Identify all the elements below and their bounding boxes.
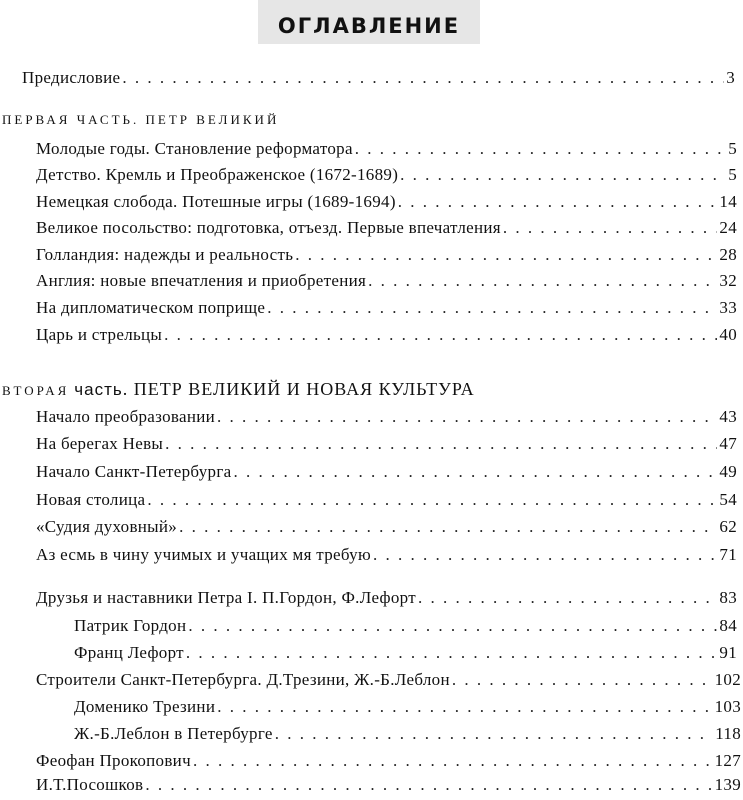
toc-entry[interactable] bbox=[36, 517, 737, 541]
toc-entry-title: Патрик Гордон bbox=[74, 616, 187, 635]
toc-entry-title: Великое посольство: подготовка, отъезд. Первые впечатления bbox=[36, 218, 501, 237]
dot-leader bbox=[503, 218, 718, 238]
dot-leader bbox=[193, 751, 713, 771]
part-two-heading bbox=[2, 379, 475, 400]
toc-entry-title: Друзья и наставники Петра I. П.Гордон, Ф.Лефорт bbox=[36, 588, 416, 607]
toc-entry[interactable] bbox=[36, 192, 737, 216]
toc-entry[interactable] bbox=[36, 325, 737, 349]
toc-entry-page: 84 bbox=[719, 616, 737, 635]
toc-entry[interactable] bbox=[74, 724, 741, 748]
dot-leader bbox=[217, 407, 717, 427]
toc-entry[interactable] bbox=[36, 434, 737, 458]
toc-entry[interactable] bbox=[36, 139, 737, 163]
toc-entry-title: Новая столица bbox=[36, 490, 146, 509]
toc-entry-title: «Судия духовный» bbox=[36, 517, 178, 536]
toc-entry-title: Предисловие bbox=[22, 68, 121, 87]
toc-entry-title: И.Т.Посошков bbox=[36, 775, 144, 794]
dot-leader bbox=[355, 139, 726, 159]
toc-entry-page: 83 bbox=[719, 588, 737, 607]
toc-entry[interactable] bbox=[36, 407, 737, 431]
dot-leader bbox=[267, 298, 717, 318]
toc-entry-page: 127 bbox=[714, 751, 741, 770]
dot-leader bbox=[368, 271, 717, 291]
toc-entry[interactable] bbox=[74, 616, 737, 640]
toc-entry[interactable] bbox=[36, 670, 741, 694]
dot-leader bbox=[418, 588, 717, 608]
toc-entry-page: 24 bbox=[719, 218, 737, 237]
toc-entry-page: 5 bbox=[728, 139, 737, 158]
toc-entry-title: Феофан Прокопович bbox=[36, 751, 191, 770]
toc-entry-title: Аз есмь в чину учимых и учащих мя требую bbox=[36, 545, 371, 564]
toc-entry-title: Строители Санкт-Петербурга. Д.Трезини, Ж.-Б.Леблон bbox=[36, 670, 450, 689]
toc-entry-title: На дипломатическом поприще bbox=[36, 298, 266, 317]
toc-entry-page: 91 bbox=[719, 643, 737, 662]
toc-entry-page: 32 bbox=[719, 271, 737, 290]
dot-leader bbox=[295, 245, 717, 265]
dot-leader bbox=[217, 697, 712, 717]
title-banner bbox=[258, 0, 480, 44]
toc-entry-title: Начало преобразовании bbox=[36, 407, 216, 426]
part-two-heading-number: ВТОРАЯ bbox=[2, 383, 70, 398]
dot-leader bbox=[275, 724, 713, 744]
toc-entry[interactable] bbox=[36, 462, 737, 486]
page-title: ОГЛАВЛЕНИЕ bbox=[277, 14, 461, 38]
toc-entry-page: 43 bbox=[719, 407, 737, 426]
dot-leader bbox=[165, 434, 717, 454]
toc-entry-page: 54 bbox=[719, 490, 737, 509]
toc-entry[interactable] bbox=[74, 697, 741, 721]
toc-entry[interactable] bbox=[36, 245, 737, 269]
dot-leader bbox=[233, 462, 717, 482]
toc-entry-page: 118 bbox=[715, 724, 741, 743]
toc-entry-title: Ж.-Б.Леблон в Петербурге bbox=[74, 724, 273, 743]
toc-entry-page: 49 bbox=[719, 462, 737, 481]
toc-entry-page: 3 bbox=[726, 68, 735, 87]
toc-entry-page: 62 bbox=[719, 517, 737, 536]
toc-entry-title: На берегах Невы bbox=[36, 434, 164, 453]
toc-entry-title: Молодые годы. Становление реформатора bbox=[36, 139, 353, 158]
toc-entry[interactable] bbox=[36, 775, 741, 799]
toc-entry-page: 5 bbox=[728, 165, 737, 184]
toc-entry[interactable] bbox=[36, 490, 737, 514]
dot-leader bbox=[452, 670, 713, 690]
toc-entry-page: 14 bbox=[719, 192, 737, 211]
toc-entry-page: 102 bbox=[714, 670, 741, 689]
dot-leader bbox=[186, 643, 717, 663]
toc-entry[interactable] bbox=[74, 643, 737, 667]
part-two-heading-title: . ПЕТР ВЕЛИКИЙ И НОВАЯ КУЛЬТУРА bbox=[122, 379, 475, 399]
toc-entry[interactable] bbox=[36, 588, 737, 612]
toc-entry-title: Немецкая слобода. Потешные игры (1689-1694) bbox=[36, 192, 396, 211]
dot-leader bbox=[145, 775, 712, 795]
toc-entry[interactable] bbox=[36, 218, 737, 242]
toc-entry[interactable] bbox=[36, 298, 737, 322]
dot-leader bbox=[188, 616, 717, 636]
toc-entry-page: 47 bbox=[719, 434, 737, 453]
dot-leader bbox=[179, 517, 717, 537]
toc-entry[interactable] bbox=[36, 751, 741, 775]
toc-entry-title: Франц Лефорт bbox=[74, 643, 184, 662]
dot-leader bbox=[398, 192, 718, 212]
dot-leader bbox=[373, 545, 717, 565]
toc-entry[interactable] bbox=[36, 545, 737, 569]
toc-entry-title: Доменико Трезини bbox=[74, 697, 216, 716]
dot-leader bbox=[164, 325, 717, 345]
dot-leader bbox=[400, 165, 726, 185]
toc-entry-title: Голландия: надежды и реальность bbox=[36, 245, 294, 264]
toc-entry-page: 71 bbox=[719, 545, 737, 564]
toc-entry-page: 103 bbox=[714, 697, 741, 716]
dot-leader bbox=[147, 490, 717, 510]
toc-entry-title: Царь и стрельцы bbox=[36, 325, 163, 344]
toc-entry-title: Начало Санкт-Петербурга bbox=[36, 462, 232, 481]
toc-entry-page: 33 bbox=[719, 298, 737, 317]
dot-leader bbox=[122, 68, 724, 88]
part-one-heading: ПЕРВАЯ ЧАСТЬ. ПЕТР ВЕЛИКИЙ bbox=[2, 112, 280, 127]
toc-entry-page: 40 bbox=[719, 325, 737, 344]
toc-entry[interactable] bbox=[36, 165, 737, 189]
toc-entry-page: 139 bbox=[714, 775, 741, 794]
part-two-heading-word: часть bbox=[74, 380, 123, 399]
toc-entry-page: 28 bbox=[719, 245, 737, 264]
toc-entry-title: Англия: новые впечатления и приобретения bbox=[36, 271, 367, 290]
toc-entry-preface[interactable] bbox=[22, 68, 735, 92]
toc-entry-title: Детство. Кремль и Преображенское (1672-1689) bbox=[36, 165, 399, 184]
toc-entry[interactable] bbox=[36, 271, 737, 295]
